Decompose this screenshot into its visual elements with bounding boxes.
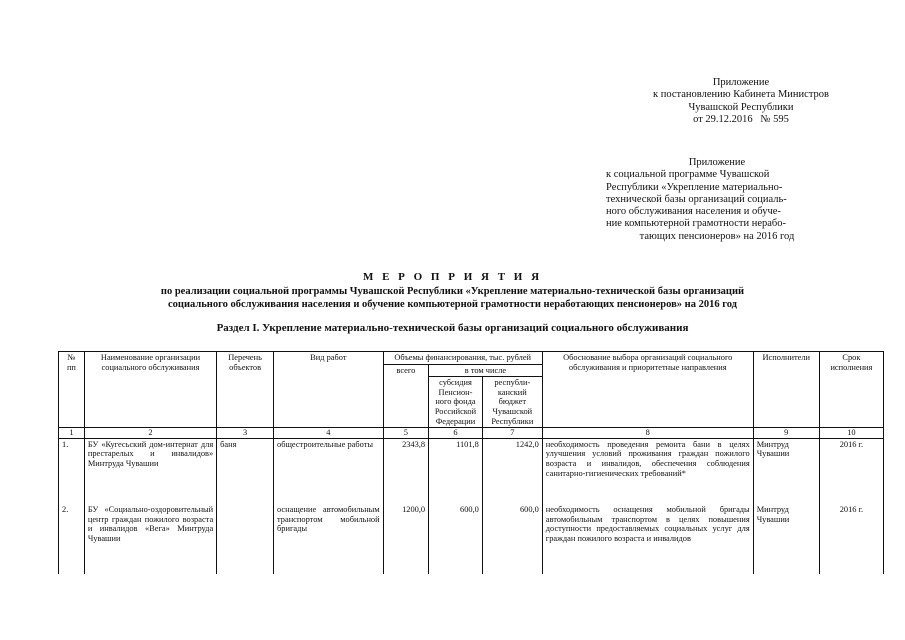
table-header-row xyxy=(59,352,884,365)
appendix-program-line: тающих пенсионеров» на 2016 год xyxy=(639,230,795,242)
cell-pension-fund: 600,0 xyxy=(429,504,483,574)
appendix-program-line: к социальной программе Чувашской xyxy=(606,169,770,181)
appendix-decree-line: к постановлению Кабинета Министров xyxy=(653,89,829,101)
appendix-republic-line: Чувашской Республики xyxy=(688,101,794,113)
appendix-decree-block xyxy=(606,77,876,126)
header-objects: Перечень объектов xyxy=(217,352,274,428)
cell-objects: баня xyxy=(217,438,274,504)
column-number: 8 xyxy=(542,428,753,439)
table-row xyxy=(59,504,884,574)
appendix-date-line: от 29.12.2016 № 595 xyxy=(693,113,789,125)
cell-executors: Минтруд Чувашии xyxy=(753,438,819,504)
column-number: 6 xyxy=(429,428,483,439)
cell-total: 1200,0 xyxy=(383,504,428,574)
cell-no: 1. xyxy=(59,438,85,504)
appendix-program-line: ние компьютерной грамотности нерабо- xyxy=(606,218,786,230)
header-work-type: Вид работ xyxy=(274,352,384,428)
cell-total: 2343,8 xyxy=(383,438,428,504)
cell-deadline: 2016 г. xyxy=(819,504,883,574)
header-including: в том числе xyxy=(429,364,543,377)
header-republic-budget: республи-канский бюджет Чувашской Республики xyxy=(482,377,542,428)
header-pension-fund: субсидия Пенсион-ного фонда Российской Федерации xyxy=(429,377,483,428)
cell-republic-budget: 600,0 xyxy=(482,504,542,574)
column-number: 3 xyxy=(217,428,274,439)
header-financing: Объемы финансирования, тыс. рублей xyxy=(383,352,542,365)
header-no: № пп xyxy=(59,352,85,428)
cell-republic-budget: 1242,0 xyxy=(482,438,542,504)
appendix-program-line: ного обслуживания населения и обуче- xyxy=(606,206,781,218)
cell-no: 2. xyxy=(59,504,85,574)
document-title: М Е Р О П Р И Я Т И Я xyxy=(362,271,543,283)
cell-work-type: оснащение автомобильным транспортом мобильной бригады xyxy=(274,504,384,574)
cell-objects xyxy=(217,504,274,574)
appendix-label: Приложение xyxy=(712,77,770,88)
measures-table xyxy=(58,351,884,574)
header-executors: Исполнители xyxy=(753,352,819,428)
cell-organization: БУ «Кугесьский дом-интернат для престарелых и инвалидов» Минтруда Чувашии xyxy=(84,438,216,504)
column-number: 10 xyxy=(819,428,883,439)
column-number: 5 xyxy=(383,428,428,439)
appendix-program-line: технической базы организаций социаль- xyxy=(606,193,787,205)
header-organization: Наименование организации социального обслуживания xyxy=(84,352,216,428)
table-row xyxy=(59,438,884,504)
column-number: 7 xyxy=(482,428,542,439)
cell-executors: Минтруд Чувашии xyxy=(753,504,819,574)
column-number: 9 xyxy=(753,428,819,439)
cell-organization: БУ «Социально-оздоровительный центр граждан пожилого возраста и инвалидов «Вега» Минтруда Чувашии xyxy=(84,504,216,574)
appendix-program-title: Приложение xyxy=(688,157,746,168)
cell-justification: необходимость оснащения мобильной бригады автомобильным транспортом в целях повышения доступности предоставляемых социальных услуг для граждан пожилого возраста и инвалидов xyxy=(542,504,753,574)
column-number: 4 xyxy=(274,428,384,439)
column-number: 1 xyxy=(59,428,85,439)
header-deadline: Срок исполнения xyxy=(819,352,883,428)
cell-deadline: 2016 г. xyxy=(819,438,883,504)
column-number-row xyxy=(59,428,884,439)
cell-work-type: общестроительные работы xyxy=(274,438,384,504)
cell-pension-fund: 1101,8 xyxy=(429,438,483,504)
header-justification: Обоснование выбора организаций социального обслуживания и приоритетные направления xyxy=(542,352,753,428)
document-subtitle xyxy=(0,285,905,311)
cell-justification: необходимость проведения ремонта бани в целях улучшения условий проживания граждан пожилого возраста и инвалидов, обеспечения соблюдения санитарно-гигиенических требований* xyxy=(542,438,753,504)
appendix-program-block xyxy=(606,157,828,243)
column-number: 2 xyxy=(84,428,216,439)
header-total: всего xyxy=(383,364,428,428)
section-heading: Раздел I. Укрепление материально-технической базы организаций социального обслуживания xyxy=(216,322,689,334)
document-subtitle-line: социального обслуживания населения и обучение компьютерной грамотности неработающих пенсионеров» на 2016 год xyxy=(168,299,737,310)
document-subtitle-line: по реализации социальной программы Чувашской Республики «Укрепление материально-технической базы организаций xyxy=(160,286,745,297)
appendix-program-line: Республики «Укрепление материально- xyxy=(606,181,783,193)
